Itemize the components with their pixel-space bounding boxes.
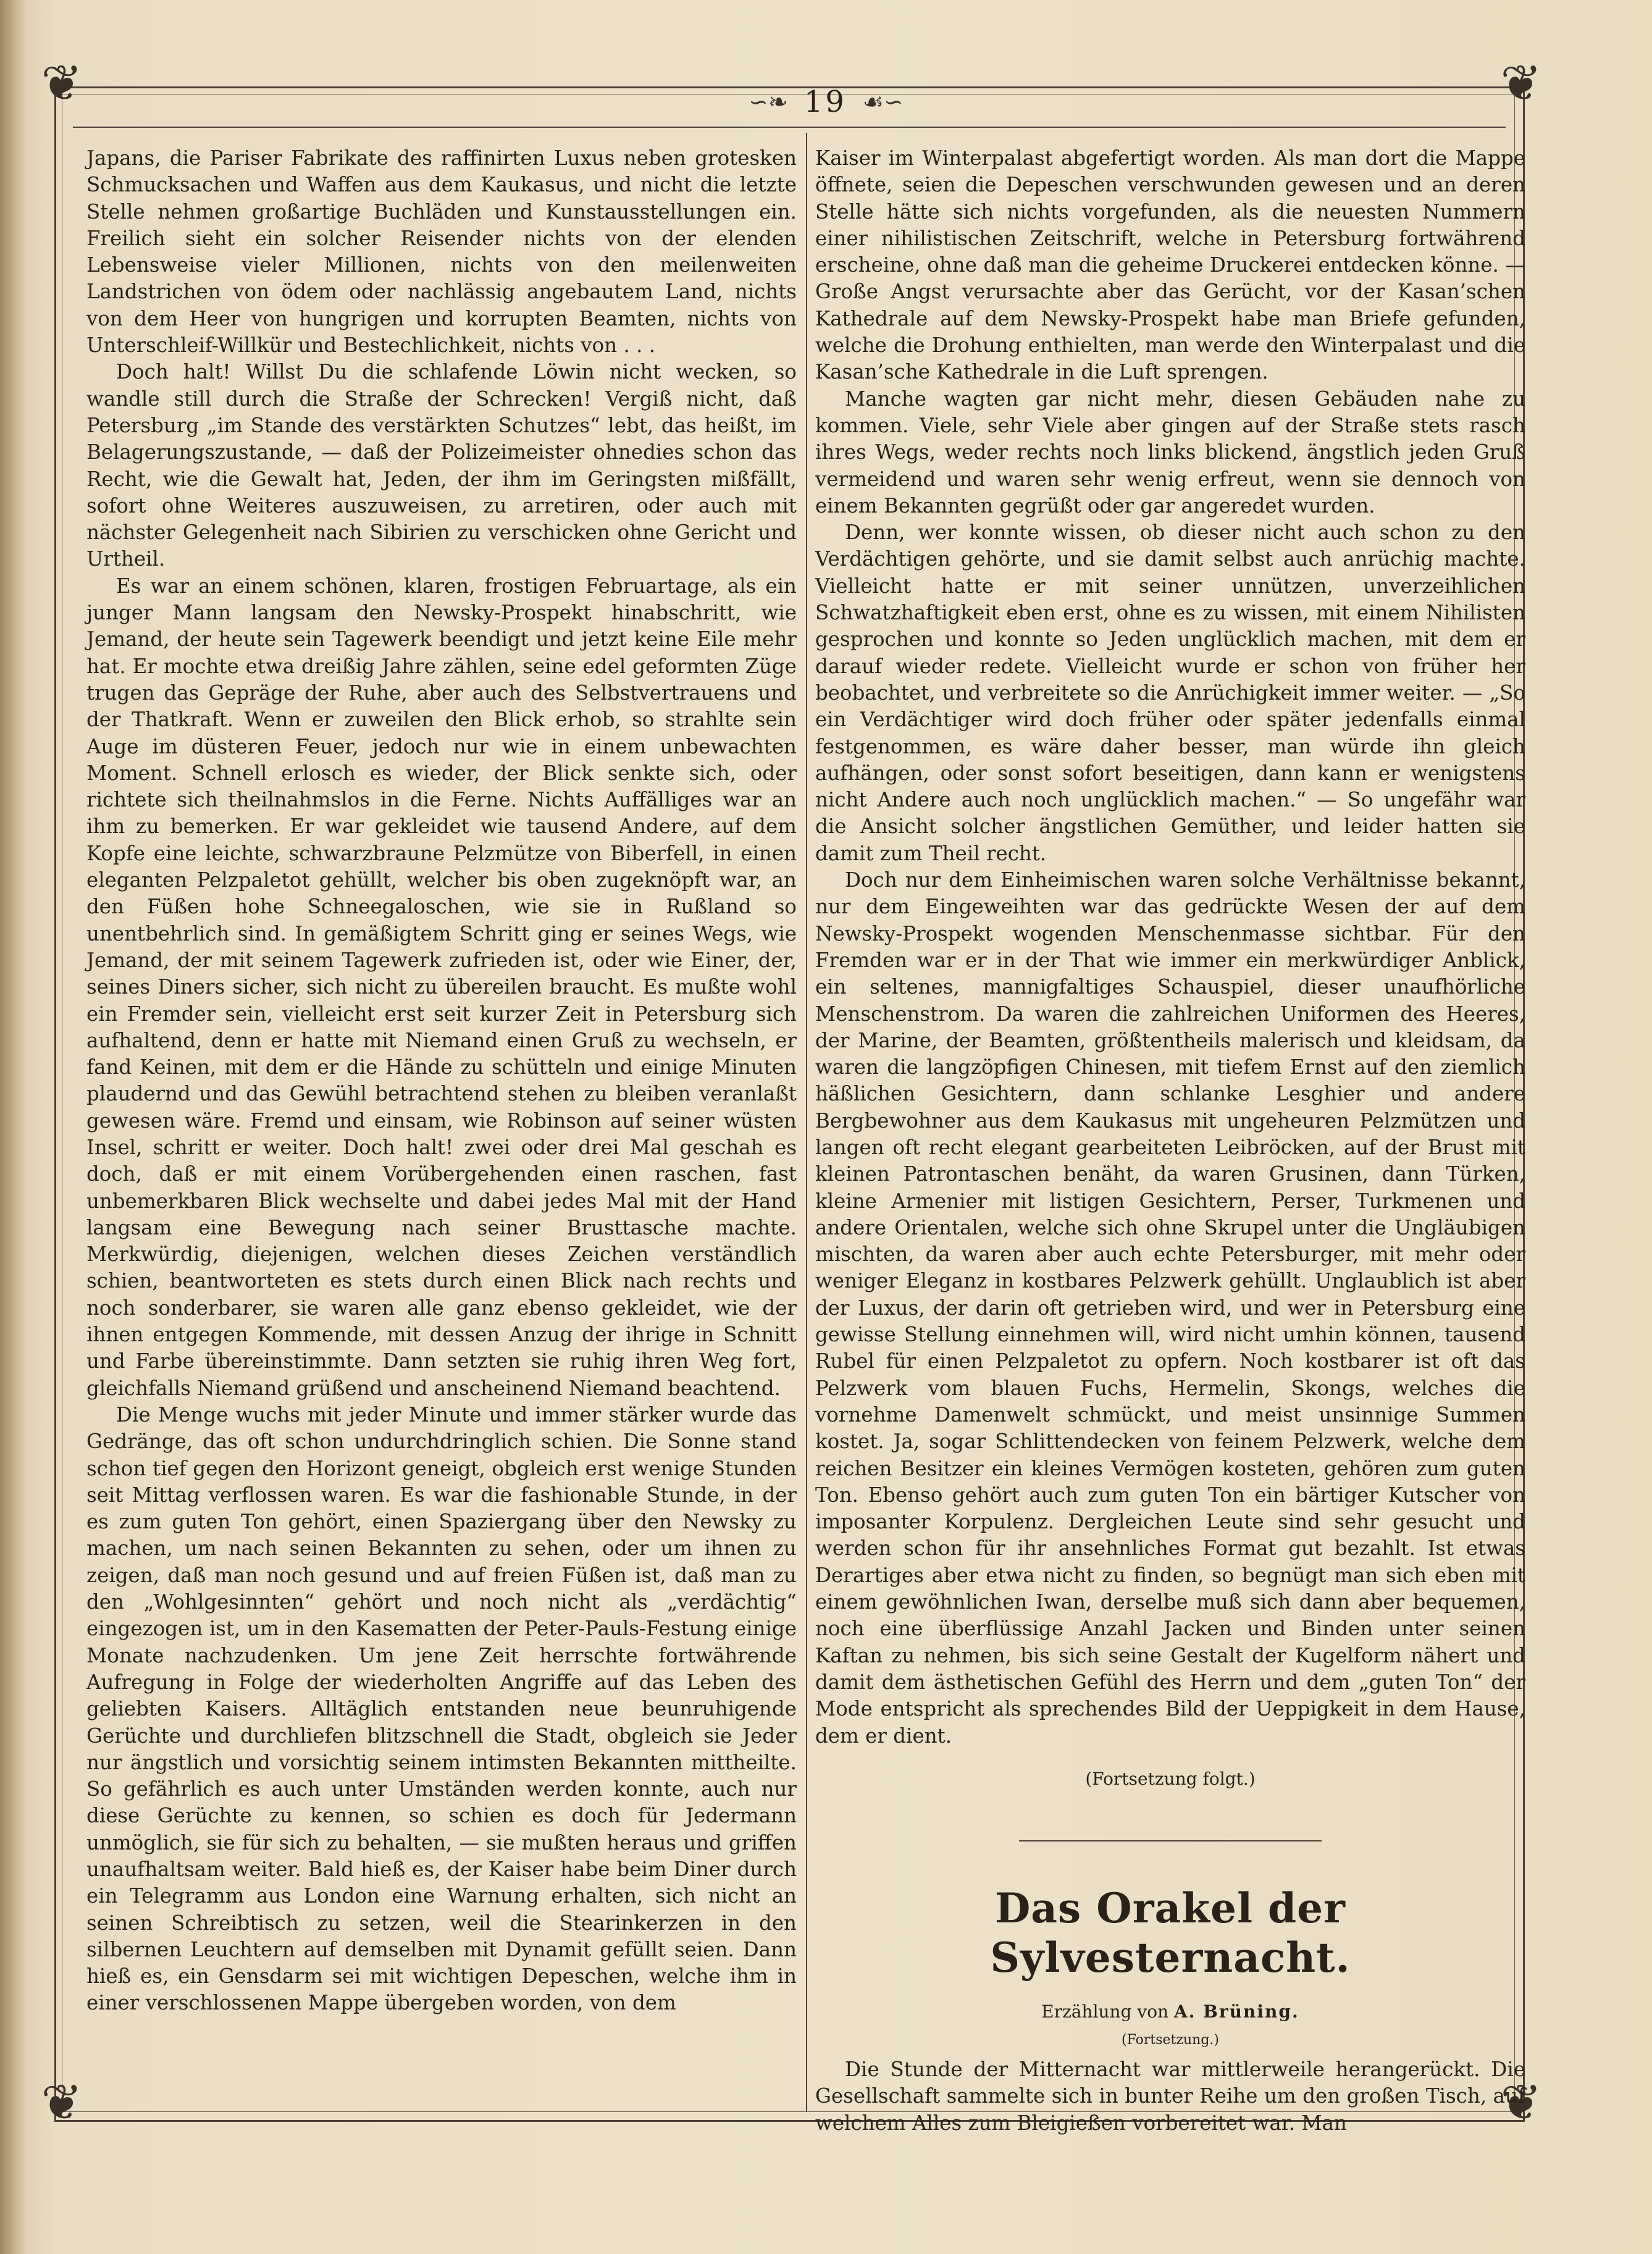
left-column [86,145,797,2115]
byline-prefix: Erzählung von [1041,2001,1169,2022]
story-byline [815,2000,1525,2024]
right-paragraph: Kaiser im Winterpalast abgefertigt worden. Als man dort die Mappe öffnete, seien die Depeschen verschwunden gewesen und an deren Stelle hätte sich nichts vorgefunden, als die neuesten Nummern einer nihilistischen Zeitschrift, welche in Petersburg fortwährend erscheine, ohne daß man die geheime Druckerei entdecken könne. — Große Angst verursachte aber das Gerücht, vor der Kasan’schen Kathedrale auf dem Newsky-Prospekt habe man Briefe gefunden, welche die Drohung enthielten, man werde den Winterpalast und die Kasan’sche Kathedrale in die Luft sprengen. [815,146,1525,384]
story-continuation: (Fortsetzung.) [1122,2032,1219,2048]
section-separator [1019,1840,1322,1841]
right-column [815,145,1525,2135]
story-title: Das Orakel der Sylvesternacht. [990,1884,1351,1982]
header-rule [73,127,1506,128]
corner-ornament-top-right: ❦ [1500,54,1542,112]
page-number: 19 [803,85,847,119]
left-paragraph: Japans, die Pariser Fabrikate des raffinirten Luxus neben grotesken Schmucksachen und Waffen aus dem Kaukasus, und nicht die letzte Stelle nehmen großartige Buchläden und Kunstausstellungen ein. Freilich sieht ein solcher Reisender nichts von der elenden Lebensweise vieler Millionen, nichts von den meilenweiten Landstrichen von ödem oder nachlässig angebautem Land, nichts von dem Heer von hungrigen und korrupten Beamten, nichts von Unterschleif-Willkür und Bestechlichkeit, nichts von . . . [86,146,797,358]
left-paragraph: Es war an einem schönen, klaren, frostigen Februartage, als ein junger Mann langsam den Newsky-Prospekt hinabschritt, wie Jemand, der heute sein Tagewerk beendigt und jetzt keine Eile mehr hat. Er mochte etwa dreißig Jahre zählen, seine edel geformten Züge trugen das Gepräge der Ruhe, aber auch des Selbstvertrauens und der Thatkraft. Wenn er zuweilen den Blick erhob, so strahlte sein Auge im düsteren Feuer, jedoch nur wie in einem unbewachten Moment. Schnell erlosch es wieder, der Blick senkte sich, oder richtete sich theilnahmslos in die Ferne. Nichts Auffälliges war an ihm zu bemerken. Er war gekleidet wie tausend Andere, auf dem Kopfe eine leichte, schwarzbraune Pelzmütze von Biberfell, in einen eleganten Pelzpaletot gehüllt, welcher bis oben zugeknöpft war, an den Füßen hohe Schneegaloschen, wie sie in Rußland so unentbehrlich sind. In gemäßigtem Schritt ging er seines Wegs, wie Jemand, der mit seinem Tagewerk zufrieden ist, oder wie Einer, der, seines Diners sicher, sich nicht zu übereilen braucht. Es mußte wohl ein Fremder sein, vielleicht erst seit kurzer Zeit in Petersburg sich aufhaltend, denn er hatte mit Niemand einen Gruß zu wechseln, er fand Keinen, mit dem er die Hände zu schütteln und einige Minuten plaudernd und das Gewühl betrachtend stehen zu bleiben veranlaßt gewesen wäre. Fremd und einsam, wie Robinson auf seiner wüsten Insel, schritt er weiter. Doch halt! zwei oder drei Mal geschah es doch, daß er mit einem Vorübergehenden einen raschen, fast unbemerkbaren Blick wechselte und dabei jedes Mal mit der Hand langsam eine Bewegung nach seiner Brusttasche machte. Merkwürdig, diejenigen, welchen dieses Zeichen verständlich schien, beantworteten es stets durch einen Blick nach rechts und noch sonderbarer, sie waren alle ganz ebenso gekleidet, wie der ihnen entgegen Kommende, mit dessen Anzug der ihrige in Schnitt und Farbe übereinstimmte. Dann setzten sie ruhig ihren Weg fort, gleichfalls Niemand grüßend und anscheinend Niemand beachtend. [86,574,797,1400]
header-ornament-left-icon: ∽❧ [748,88,788,115]
story-author: A. Brüning. [1174,2001,1299,2022]
corner-ornament-bottom-left: ❦ [41,2074,83,2131]
left-paragraph: Doch halt! Willst Du die schlafende Löwin nicht wecken, so wandle still durch die Straße der Schrecken! Vergiß nicht, daß Petersburg „im Stande des verstärkten Schutzes“ lebt, das heißt, im Belagerungszustande, — daß der Polizeimeister ohnedies schon das Recht, wie die Gewalt hat, Jeden, der ihm im Geringsten mißfällt, sofort ohne Weiteres auszuweisen, zu arretiren, oder auch mit nächster Gelegenheit nach Sibirien zu verschicken ohne Gericht und Urtheil. [86,360,797,571]
story-paragraph: Die Stunde der Mitternacht war mittlerweile herangerückt. Die Gesellschaft sammelte sich in bunter Reihe um den großen Tisch, auf welchem Alles zum Bleigießen vorbereitet war. Man [815,2058,1525,2135]
corner-ornament-top-left: ❦ [41,54,83,112]
column-divider [806,133,807,2112]
page-header [679,80,973,124]
right-paragraph: Manche wagten gar nicht mehr, diesen Gebäuden nahe zu kommen. Viele, sehr Viele aber gingen auf der Straße stets rasch ihres Wegs, weder rechts noch links blickend, ängstlich jeden Gruß vermeidend und waren sehr wenig erfreut, wenn sie dennoch von einem Bekannten gegrüßt oder gar angeredet wurden. [815,387,1525,517]
continuation-note: (Fortsetzung folgt.) [1085,1768,1256,1789]
page-binding [0,0,26,2254]
right-paragraph: Doch nur dem Einheimischen waren solche Verhältnisse bekannt, nur dem Eingeweihten war das gedrückte Wesen der auf dem Newsky-Prospekt wogenden Menschenmasse sichtbar. Für den Fremden war er in der That wie immer ein merkwürdiger Anblick, ein seltenes, mannigfaltiges Schauspiel, dieser unaufhörliche Menschenstrom. Da waren die zahlreichen Uniformen des Heeres, der Marine, der Beamten, größtentheils malerisch und kleidsam, da waren die langzöpfigen Chinesen, mit tiefem Ernst auf den ziemlich häßlichen Gesichtern, dann schlanke Lesghier und andere Bergbewohner aus dem Kaukasus mit ungeheuren Pelzmützen und langen oft recht elegant gearbeiteten Leibröcken, auf der Brust mit kleinen Patrontaschen benäht, da waren Grusinen, dann Türken, kleine Armenier mit listigen Gesichtern, Perser, Turkmenen und andere Orientalen, welche sich ohne Skrupel unter die Ungläubigen mischten, da waren aber auch echte Petersburger, mit mehr oder weniger Eleganz in kostbares Pelzwerk gehüllt. Unglaublich ist aber der Luxus, der darin oft getrieben wird, und wer in Petersburg eine gewisse Stellung einnehmen will, wird nicht umhin können, tausend Rubel für einen Pelzpaletot zu opfern. Noch kostbarer ist oft das Pelzwerk vom blauen Fuchs, Hermelin, Skongs, welches die vornehme Damenwelt schmückt, und meist unsinnige Summen kostet. Ja, sogar Schlittendecken von feinem Pelzwerk, welche dem reichen Besitzer ein kleines Vermögen kosteten, gehören zum guten Ton. Ebenso gehört auch zum guten Ton ein bärtiger Kutscher von imposanter Korpulenz. Dergleichen Leute sind sehr gesucht und werden schon für ihr ansehnliches Format gut bezahlt. Ist etwas Derartiges aber etwa nicht zu finden, so begnügt man sich eben mit einem gewöhnlichen Iwan, derselbe muß sich dann aber bequemen, noch eine überflüssige Anzahl Jacken und Binden unter seinen Kaftan zu nehmen, bis sich seine Gestalt der Kugelform nähert und damit dem ästhetischen Gefühl des Herrn und dem „guten Ton“ der Mode entspricht als sprechendes Bild der Ueppigkeit in dem Hause, dem er dient. [815,868,1525,1748]
left-paragraph: Die Menge wuchs mit jeder Minute und immer stärker wurde das Gedränge, das oft schon undurchdringlich schien. Die Sonne stand schon tief gegen den Horizont geneigt, obgleich erst wenige Stunden seit Mittag verflossen waren. Es war die fashionable Stunde, in der es zum guten Ton gehört, einen Spaziergang über den Newsky zu machen, um nach seinen Bekannten zu sehen, oder um ihnen zu zeigen, daß man noch gesund und auf freien Füßen ist, daß man zu den „Wohlgesinnten“ gehört und noch nicht als „verdächtig“ eingezogen ist, um in den Kasematten der Peter-Pauls-Festung einige Monate nachzudenken. Um jene Zeit herrschte fortwährende Aufregung in Folge der wiederholten Angriffe auf das Leben des geliebten Kaisers. Alltäglich entstanden neue beunruhigende Gerüchte und durchliefen blitzschnell die Stadt, obgleich sie Jeder nur ängstlich und vorsichtig seinem intimsten Bekannten mittheilte. So gefährlich es auch unter Umständen werden konnte, auch nur diese Gerüchte zu kennen, so schien es doch für Jedermann unmöglich, sie für sich zu behalten, — sie mußten heraus und griffen unaufhaltsam weiter. Bald hieß es, der Kaiser habe beim Diner durch ein Telegramm aus London eine Warnung erhalten, sich nicht an seinen Schreibtisch zu setzen, weil die Stearinkerzen in den silbernen Leuchtern auf demselben mit Dynamit gefüllt seien. Dann hieß es, ein Gensdarm sei mit wichtigen Depeschen, welche ihm in einer verschlossenen Mappe übergeben worden, von dem [86,1402,797,2015]
corner-ornament-bottom-right: ❦ [1500,2074,1542,2131]
header-ornament-right-icon: ☙∽ [862,88,904,115]
right-paragraph: Denn, wer konnte wissen, ob dieser nicht auch schon zu den Verdächtigen gehörte, und sie damit selbst auch anrüchig machte. Vielleicht hatte er mit seiner unnützen, unverzeihlichen Schwatzhaftigkeit eben erst, ohne es zu wissen, mit einem Nihilisten gesprochen und konnte so Jeden unglücklich machen, mit dem er darauf wieder redete. Vielleicht wurde er schon von früher her beobachtet, und verbreitete so die Anrüchigkeit immer weiter. — „So ein Verdächtiger wird doch früher oder später jedenfalls einmal festgenommen, es wäre daher besser, man würde ihn gleich aufhängen, oder sonst sofort beseitigen, dann kann er wenigstens nicht Andere auch noch unglücklich machen.“ — So ungefähr war die Ansicht solcher ängstlichen Gemüther, und leider hatten sie damit zum Theil recht. [815,521,1525,865]
